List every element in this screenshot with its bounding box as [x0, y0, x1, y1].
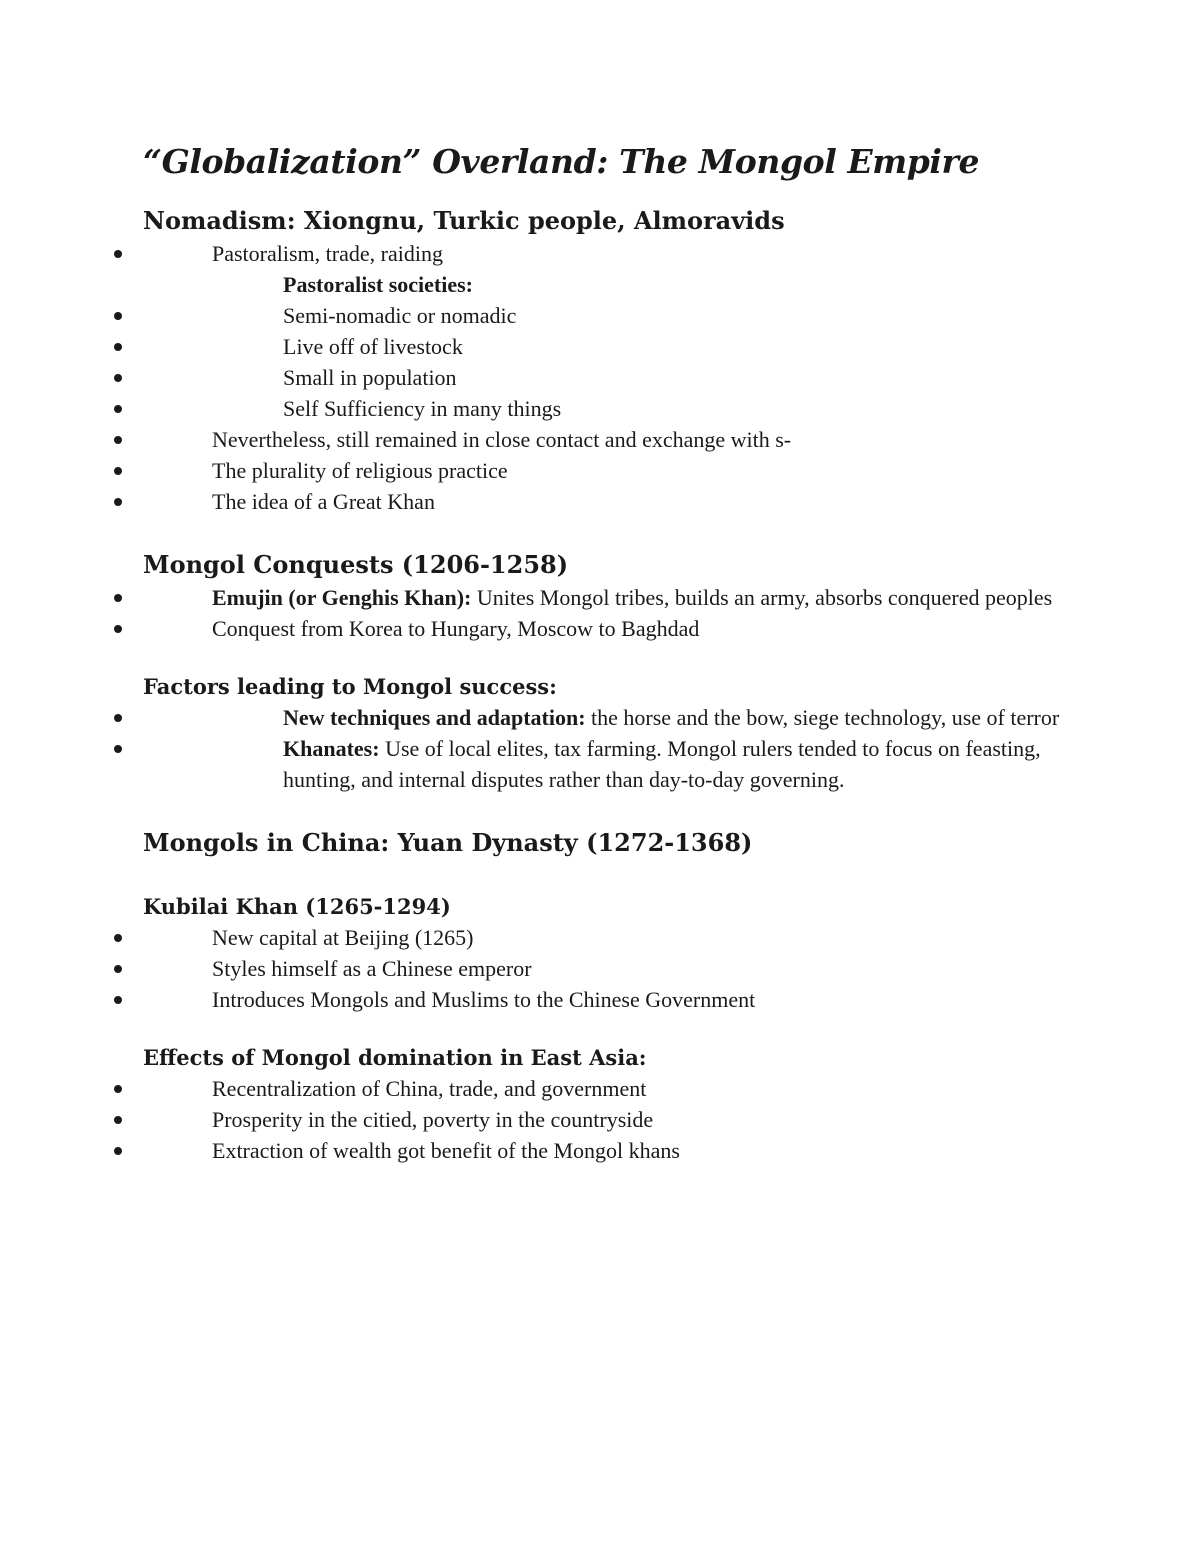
bullet-icon [114, 965, 122, 973]
section-heading-nomadism: Nomadism: Xiongnu, Turkic people, Almoravids [143, 206, 785, 235]
list-item: Emujin (or Genghis Khan): Unites Mongol tribes, builds an army, absorbs conquered peoples [143, 582, 1083, 613]
bullet-icon [114, 594, 122, 602]
bullet-icon [114, 1085, 122, 1093]
section-heading-effects: Effects of Mongol domination in East Asia: [143, 1045, 647, 1070]
document-page [143, 138, 1083, 1166]
list-item: Nevertheless, still remained in close contact and exchange with s- [143, 424, 1083, 455]
section-heading-kubilai: Kubilai Khan (1265-1294) [143, 894, 451, 919]
list-item: Prosperity in the citied, poverty in the countryside [143, 1104, 1083, 1135]
bullet-icon [114, 374, 122, 382]
section-heading-yuan: Mongols in China: Yuan Dynasty (1272-1368) [143, 828, 753, 857]
list-item: The idea of a Great Khan [143, 486, 1083, 517]
bullet-icon [114, 1147, 122, 1155]
bullet-icon [114, 250, 122, 258]
effects-list [143, 1073, 1083, 1166]
list-item: New capital at Beijing (1265) [143, 922, 1083, 953]
bullet-icon [114, 934, 122, 942]
list-item: Recentralization of China, trade, and government [143, 1073, 1083, 1104]
page-title: “Globalization” Overland: The Mongol Empire [143, 142, 980, 181]
list-item: Semi-nomadic or nomadic [143, 300, 1083, 331]
list-item: Self Sufficiency in many things [143, 393, 1083, 424]
list-item: Conquest from Korea to Hungary, Moscow to Baghdad [143, 613, 1083, 644]
conquests-list [143, 582, 1083, 644]
pastoralist-subheading: Pastoralist societies: [283, 272, 473, 297]
list-item: Introduces Mongols and Muslims to the Chinese Government [143, 984, 1083, 1015]
bullet-icon [114, 745, 122, 753]
bullet-icon [114, 498, 122, 506]
bullet-icon [114, 405, 122, 413]
list-item: Khanates: Use of local elites, tax farming. Mongol rulers tended to focus on feasting, hunting, and internal disputes rather than day-to-day governing. [143, 733, 1083, 795]
list-item: Styles himself as a Chinese emperor [143, 953, 1083, 984]
bullet-icon [114, 436, 122, 444]
section-heading-factors: Factors leading to Mongol success: [143, 674, 557, 699]
factors-list [143, 702, 1083, 795]
bullet-icon [114, 467, 122, 475]
nomadism-list [143, 238, 1083, 517]
bullet-icon [114, 1116, 122, 1124]
list-item: Pastoralism, trade, raiding [143, 238, 1083, 269]
bullet-icon [114, 996, 122, 1004]
kubilai-list [143, 922, 1083, 1015]
list-item: New techniques and adaptation: the horse and the bow, siege technology, use of terror [143, 702, 1083, 733]
bullet-icon [114, 343, 122, 351]
list-item: Live off of livestock [143, 331, 1083, 362]
bullet-icon [114, 312, 122, 320]
list-item: The plurality of religious practice [143, 455, 1083, 486]
list-item: Small in population [143, 362, 1083, 393]
section-heading-conquests: Mongol Conquests (1206-1258) [143, 550, 569, 579]
bullet-icon [114, 625, 122, 633]
bullet-icon [114, 714, 122, 722]
list-item: Extraction of wealth got benefit of the Mongol khans [143, 1135, 1083, 1166]
